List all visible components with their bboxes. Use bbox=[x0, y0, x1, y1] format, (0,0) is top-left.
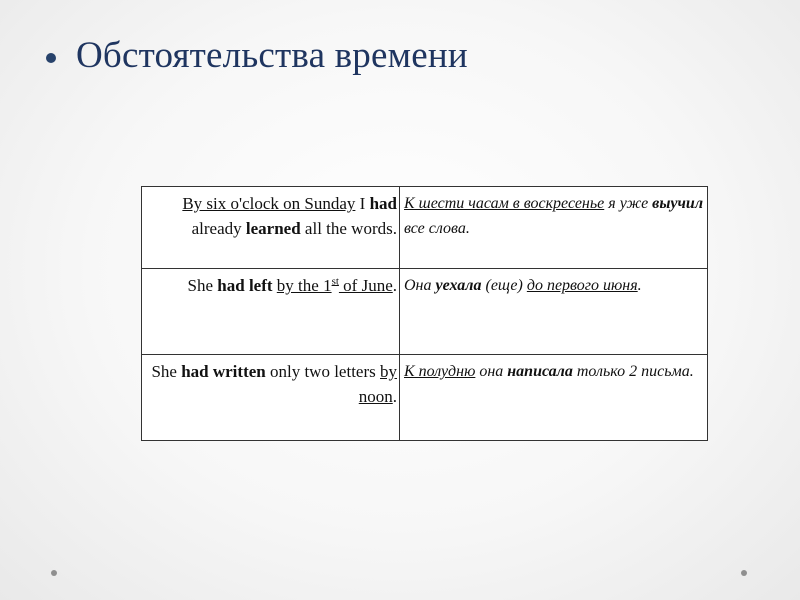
verb-phrase: learned bbox=[245, 219, 301, 238]
text-fragment: . bbox=[392, 387, 397, 406]
decorative-dot bbox=[741, 570, 747, 576]
time-phrase: by the 1 bbox=[276, 276, 332, 295]
verb-phrase: had written bbox=[181, 362, 266, 381]
russian-cell bbox=[400, 187, 708, 269]
russian-cell bbox=[400, 269, 708, 355]
text-fragment: только 2 письма. bbox=[572, 363, 694, 380]
slide-title: Обстоятельства времени bbox=[76, 35, 468, 76]
text-fragment: . bbox=[637, 277, 642, 294]
table-row bbox=[142, 355, 708, 441]
verb-phrase: написала bbox=[507, 363, 573, 380]
text-fragment: она bbox=[475, 363, 508, 380]
time-phrase: By six o'clock on Sunday bbox=[182, 194, 356, 213]
english-cell bbox=[142, 187, 400, 269]
text-fragment: все слова. bbox=[404, 220, 470, 237]
text-fragment: all the words. bbox=[300, 219, 397, 238]
translation-table bbox=[141, 186, 708, 441]
text-fragment: (еще) bbox=[481, 277, 527, 294]
english-cell bbox=[142, 269, 400, 355]
verb-phrase: выучил bbox=[652, 195, 704, 212]
text-fragment: я уже bbox=[604, 195, 653, 212]
table-row bbox=[142, 269, 708, 355]
time-phrase: by noon bbox=[358, 362, 397, 406]
bullet-icon bbox=[46, 53, 56, 63]
text-fragment: Она bbox=[404, 277, 436, 294]
table-row bbox=[142, 187, 708, 269]
english-cell bbox=[142, 355, 400, 441]
verb-phrase: had left bbox=[217, 276, 273, 295]
russian-cell bbox=[400, 355, 708, 441]
time-phrase: К шести часам в воскресенье bbox=[404, 195, 605, 212]
verb-phrase: уехала bbox=[435, 277, 482, 294]
text-fragment: She bbox=[187, 276, 218, 295]
time-phrase: до первого июня bbox=[526, 277, 638, 294]
ordinal-suffix: st bbox=[331, 275, 339, 288]
text-fragment: She bbox=[151, 362, 182, 381]
text-fragment: only two letters bbox=[265, 362, 380, 381]
text-fragment: already bbox=[191, 219, 246, 238]
time-phrase: of June bbox=[338, 276, 393, 295]
text-fragment: I bbox=[355, 194, 370, 213]
title-row bbox=[46, 34, 468, 77]
verb-phrase: had bbox=[369, 194, 397, 213]
text-fragment: . bbox=[392, 276, 397, 295]
decorative-dot bbox=[51, 570, 57, 576]
time-phrase: К полудню bbox=[404, 363, 476, 380]
